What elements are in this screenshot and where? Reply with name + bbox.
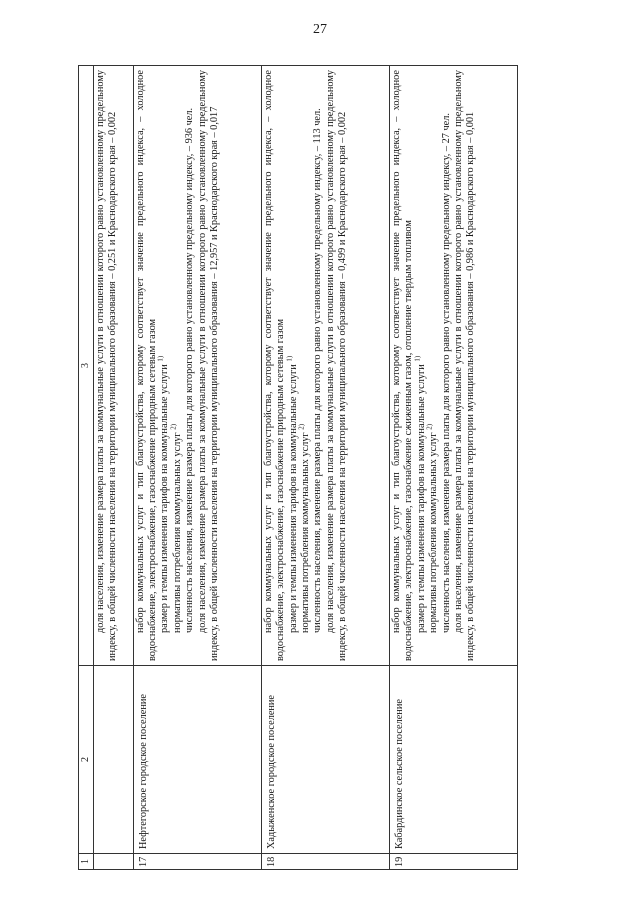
services-text: набор коммунальных услуг и тип благоустройства, которому соответствует значение предельного индекса, – холодное водоснабжение, электроснабжение, газоснабжение сжиженным газом, отопление твердым топливом (390, 70, 415, 661)
tariffs-label: размер и темпы изменения тарифов на коммунальные услуги (287, 364, 299, 633)
row-name-cell (94, 666, 134, 854)
municipal-index-table (78, 65, 518, 870)
population-text: численность населения, изменение размера платы для которого равно установленному предельному индексу, – 936 чел. (184, 107, 196, 633)
population-text: численность населения, изменение размера платы для которого равно установленному предельному индексу, – 27 чел. (440, 113, 452, 633)
table-row (389, 66, 517, 870)
row-number-cell (94, 854, 134, 870)
municipality-name: Хадыженское городское поселение (261, 666, 389, 854)
services-text: набор коммунальных услуг и тип благоустройства, которому соответствует значение предельного индекса, – холодное водоснабжение, электроснабжение, газоснабжение природным сетевым газом (134, 70, 159, 661)
page-number: 27 (313, 22, 327, 37)
table-row (261, 66, 389, 870)
tariffs-text (413, 70, 428, 661)
row-number-cell: 19 (389, 854, 517, 870)
norms-text (425, 70, 440, 661)
norms-label: нормативы потребления коммунальных услуг (299, 432, 311, 633)
tariffs-label: размер и темпы изменения тарифов на коммунальные услуги (415, 364, 427, 633)
population-text: численность населения, изменение размера платы для которого равно установленному предельному индексу, – 113 чел. (312, 108, 324, 633)
row-description-cell (94, 66, 134, 666)
header-col-1: 1 (79, 854, 94, 870)
table-row (133, 66, 261, 870)
share-text: доля населения, изменение размера платы за коммунальные услуги в отношении которого равно установленному предельному индексу, в общей численности населения на территории муниципального образования – 0,251 и Краснодарского края – 0,002 (95, 70, 119, 661)
tariffs-text (159, 70, 171, 661)
footnote-ref: 2) (425, 423, 434, 430)
norms-label: нормативы потребления коммунальных услуг (428, 432, 440, 633)
tariffs-label: размер и темпы изменения тарифов на коммунальные услуги (159, 364, 171, 633)
share-text: доля населения, изменение размера платы за коммунальные услуги в отношении которого равно установленному предельному индексу, в общей численности населения на территории муниципального образования – 0,499 и Краснодарского края – 0,002 (324, 70, 349, 661)
row-number-cell: 18 (261, 854, 389, 870)
footnote-ref: 2) (297, 423, 306, 430)
header-col-2: 2 (79, 666, 94, 854)
municipality-name: Нефтегорское городское поселение (133, 666, 261, 854)
footnote-ref: 1) (157, 355, 166, 362)
table-header-row (79, 66, 94, 870)
norms-text (169, 70, 184, 661)
footnote-ref: 1) (285, 355, 294, 362)
share-text: доля населения, изменение размера платы за коммунальные услуги в отношении которого равно установленному предельному индексу, в общей численности населения на территории муниципального образования – 12,957 и Краснодарского края – 0,017 (196, 70, 221, 661)
norms-text (297, 70, 312, 661)
table-row-continuation (94, 66, 134, 870)
share-text: доля населения, изменение размера платы за коммунальные услуги в отношении которого равно установленному предельному индексу, в общей численности населения на территории муниципального образования – 0,986 и Краснодарского края – 0,001 (452, 70, 477, 661)
municipality-name: Кабардинское сельское поселение (389, 666, 517, 854)
rotated-table-container (78, 65, 518, 870)
header-col-3: 3 (79, 66, 94, 666)
tariffs-text (285, 70, 300, 661)
row-description-cell (261, 66, 389, 666)
services-text: набор коммунальных услуг и тип благоустройства, которому соответствует значение предельного индекса, – холодное водоснабжение, электроснабжение, газоснабжение природным сетевым газом (262, 70, 287, 661)
footnote-ref: 2) (169, 423, 178, 430)
footnote-ref: 1) (413, 355, 422, 362)
row-number-cell: 17 (133, 854, 261, 870)
row-description-cell (389, 66, 517, 666)
norms-label: нормативы потребления коммунальных услуг (171, 432, 183, 633)
row-description-cell (133, 66, 261, 666)
